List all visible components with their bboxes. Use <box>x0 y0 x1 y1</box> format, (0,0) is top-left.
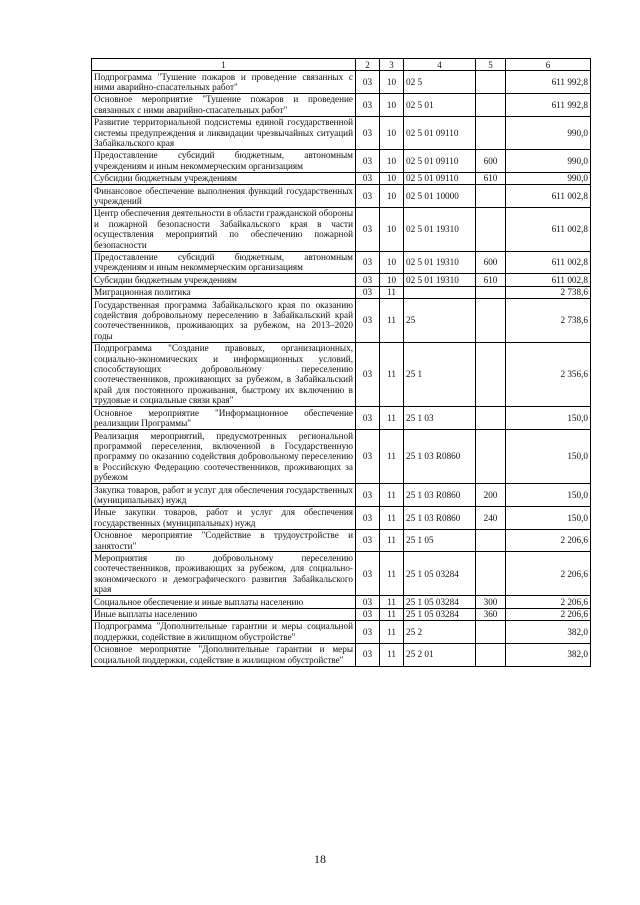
row-name-cell: Основное мероприятие "Тушение пожаров и проведение связанных с ними аварийно-спасательных работ" <box>92 93 356 116</box>
expense-type-cell: 240 <box>476 506 506 529</box>
table-row <box>92 620 591 643</box>
subsection-code-cell: 10 <box>380 149 404 172</box>
row-name-cell: Миграционная политика <box>92 286 356 298</box>
row-name-cell: Субсидии бюджетным учреждениям <box>92 172 356 184</box>
target-article-cell: 25 1 05 03284 <box>404 552 476 596</box>
table-row <box>92 172 591 184</box>
header-cell-4: 4 <box>404 59 476 71</box>
subsection-code-cell: 10 <box>380 207 404 251</box>
target-article-cell: 25 1 03 R0860 <box>404 484 476 507</box>
table-row <box>92 608 591 620</box>
target-article-cell: 02 5 <box>404 71 476 94</box>
row-name-cell: Основное мероприятие "Дополнительные гарантии и меры социальной поддержки, содействие в жилищном обустройстве" <box>92 643 356 666</box>
expense-type-cell <box>476 529 506 552</box>
row-name-cell: Основное мероприятие "Информационное обеспечение реализации Программы" <box>92 407 356 430</box>
subsection-code-cell: 11 <box>380 407 404 430</box>
header-cell-5: 5 <box>476 59 506 71</box>
section-code-cell: 03 <box>356 299 380 343</box>
amount-cell: 382,0 <box>506 643 591 666</box>
row-name-cell: Финансовое обеспечение выполнения функций государственных учреждений <box>92 185 356 208</box>
subsection-code-cell: 11 <box>380 299 404 343</box>
row-name-cell: Закупка товаров, работ и услуг для обеспечения государственных (муниципальных) нужд <box>92 484 356 507</box>
row-name-cell: Государственная программа Забайкальского края по оказанию содействия добровольному переселению в Забайкальский край соотечественников, проживающих за рубежом, на 2013–2020 годы <box>92 299 356 343</box>
target-article-cell: 25 1 03 R0860 <box>404 430 476 484</box>
expense-type-cell: 200 <box>476 484 506 507</box>
amount-cell: 2 206,6 <box>506 596 591 608</box>
row-name-cell: Подпрограмма "Дополнительные гарантии и меры социальной поддержки, содействие в жилищном обустройстве" <box>92 620 356 643</box>
amount-cell: 990,0 <box>506 149 591 172</box>
expense-type-cell <box>476 342 506 406</box>
section-code-cell: 03 <box>356 93 380 116</box>
section-code-cell: 03 <box>356 149 380 172</box>
row-name-cell: Развитие территориальной подсистемы единой государственной системы предупреждения и ликвидации чрезвычайных ситуаций Забайкальского края <box>92 116 356 149</box>
section-code-cell: 03 <box>356 643 380 666</box>
row-name-cell: Иные выплаты населению <box>92 608 356 620</box>
row-name-cell: Центр обеспечения деятельности в области гражданской обороны и пожарной безопасности Забайкальского края в части осуществления мероприятий по обеспечению пожарной безопасности <box>92 207 356 251</box>
subsection-code-cell: 10 <box>380 251 404 274</box>
target-article-cell: 25 1 05 03284 <box>404 596 476 608</box>
expense-type-cell <box>476 71 506 94</box>
section-code-cell: 03 <box>356 596 380 608</box>
section-code-cell: 03 <box>356 207 380 251</box>
subsection-code-cell: 11 <box>380 608 404 620</box>
amount-cell: 150,0 <box>506 430 591 484</box>
subsection-code-cell: 11 <box>380 643 404 666</box>
amount-cell: 611 992,8 <box>506 93 591 116</box>
target-article-cell: 02 5 01 10000 <box>404 185 476 208</box>
amount-cell: 611 002,8 <box>506 274 591 286</box>
expense-type-cell: 610 <box>476 172 506 184</box>
expense-type-cell <box>476 430 506 484</box>
section-code-cell: 03 <box>356 430 380 484</box>
subsection-code-cell: 10 <box>380 71 404 94</box>
amount-cell: 611 002,8 <box>506 185 591 208</box>
subsection-code-cell: 10 <box>380 116 404 149</box>
expense-type-cell <box>476 116 506 149</box>
table-row <box>92 299 591 343</box>
section-code-cell: 03 <box>356 116 380 149</box>
target-article-cell: 25 1 05 <box>404 529 476 552</box>
row-name-cell: Подпрограмма "Тушение пожаров и проведение связанных с ними аварийно-спасательных работ" <box>92 71 356 94</box>
table-row <box>92 430 591 484</box>
row-name-cell: Реализация мероприятий, предусмотренных региональной программой переселения, включенной в Государственную программу по оказанию содействия добровольному переселению в Российскую Федерацию соотечественников, проживающих за рубежом <box>92 430 356 484</box>
subsection-code-cell: 11 <box>380 529 404 552</box>
subsection-code-cell: 11 <box>380 552 404 596</box>
amount-cell: 382,0 <box>506 620 591 643</box>
section-code-cell: 03 <box>356 552 380 596</box>
table-row <box>92 552 591 596</box>
table-row <box>92 484 591 507</box>
target-article-cell: 25 2 01 <box>404 643 476 666</box>
row-name-cell: Социальное обеспечение и иные выплаты населению <box>92 596 356 608</box>
row-name-cell: Предоставление субсидий бюджетным, автономным учреждениям и иным некоммерческим организациям <box>92 149 356 172</box>
table-row <box>92 407 591 430</box>
expense-type-cell <box>476 185 506 208</box>
amount-cell: 611 002,8 <box>506 207 591 251</box>
amount-cell: 2 206,6 <box>506 529 591 552</box>
section-code-cell: 03 <box>356 529 380 552</box>
section-code-cell: 03 <box>356 286 380 298</box>
row-name-cell: Основное мероприятие "Содействие в трудоустройстве и занятости" <box>92 529 356 552</box>
section-code-cell: 03 <box>356 484 380 507</box>
budget-table-container <box>91 58 591 667</box>
table-row <box>92 342 591 406</box>
amount-cell: 150,0 <box>506 506 591 529</box>
section-code-cell: 03 <box>356 342 380 406</box>
target-article-cell: 25 1 05 03284 <box>404 608 476 620</box>
section-code-cell: 03 <box>356 71 380 94</box>
section-code-cell: 03 <box>356 251 380 274</box>
section-code-cell: 03 <box>356 620 380 643</box>
expense-type-cell: 600 <box>476 251 506 274</box>
header-cell-6: 6 <box>506 59 591 71</box>
subsection-code-cell: 11 <box>380 506 404 529</box>
subsection-code-cell: 11 <box>380 620 404 643</box>
target-article-cell: 02 5 01 19310 <box>404 251 476 274</box>
amount-cell: 2 738,6 <box>506 286 591 298</box>
row-name-cell: Иные закупки товаров, работ и услуг для обеспечения государственных (муниципальных) нужд <box>92 506 356 529</box>
table-row <box>92 116 591 149</box>
amount-cell: 2 206,6 <box>506 552 591 596</box>
amount-cell: 2 206,6 <box>506 608 591 620</box>
expense-type-cell: 360 <box>476 608 506 620</box>
subsection-code-cell: 10 <box>380 185 404 208</box>
header-row <box>92 59 591 71</box>
expense-type-cell <box>476 620 506 643</box>
budget-table <box>91 58 591 667</box>
page-number: 18 <box>314 852 326 866</box>
expense-type-cell <box>476 286 506 298</box>
target-article-cell: 25 1 03 <box>404 407 476 430</box>
target-article-cell <box>404 286 476 298</box>
amount-cell: 150,0 <box>506 407 591 430</box>
row-name-cell: Субсидии бюджетным учреждениям <box>92 274 356 286</box>
section-code-cell: 03 <box>356 274 380 286</box>
section-code-cell: 03 <box>356 407 380 430</box>
subsection-code-cell: 10 <box>380 93 404 116</box>
expense-type-cell <box>476 207 506 251</box>
section-code-cell: 03 <box>356 608 380 620</box>
target-article-cell: 25 2 <box>404 620 476 643</box>
row-name-cell: Подпрограмма "Создание правовых, организационных, социально-экономических и информационных условий, способствующих добровольному переселению соотечественников, проживающих за рубежом, в Забайкальский край для постоянного проживания, быстрому их включению в трудовые и социальные связи края" <box>92 342 356 406</box>
subsection-code-cell: 11 <box>380 484 404 507</box>
subsection-code-cell: 11 <box>380 596 404 608</box>
target-article-cell: 02 5 01 <box>404 93 476 116</box>
header-cell-3: 3 <box>380 59 404 71</box>
table-row <box>92 596 591 608</box>
table-row <box>92 643 591 666</box>
section-code-cell: 03 <box>356 506 380 529</box>
target-article-cell: 25 <box>404 299 476 343</box>
expense-type-cell: 600 <box>476 149 506 172</box>
amount-cell: 611 002,8 <box>506 251 591 274</box>
budget-table-body <box>92 59 591 667</box>
table-row <box>92 93 591 116</box>
target-article-cell: 02 5 01 19310 <box>404 274 476 286</box>
expense-type-cell <box>476 643 506 666</box>
row-name-cell: Предоставление субсидий бюджетным, автономным учреждениям и иным некоммерческим организациям <box>92 251 356 274</box>
amount-cell: 990,0 <box>506 172 591 184</box>
table-row <box>92 274 591 286</box>
expense-type-cell: 300 <box>476 596 506 608</box>
expense-type-cell: 610 <box>476 274 506 286</box>
subsection-code-cell: 11 <box>380 430 404 484</box>
header-cell-2: 2 <box>356 59 380 71</box>
table-row <box>92 506 591 529</box>
expense-type-cell <box>476 407 506 430</box>
row-name-cell: Мероприятия по добровольному переселению соотечественников, проживающих за рубежом, для социально-экономического и демографического развития Забайкальского края <box>92 552 356 596</box>
amount-cell: 2 738,6 <box>506 299 591 343</box>
table-row <box>92 185 591 208</box>
amount-cell: 611 992,8 <box>506 71 591 94</box>
subsection-code-cell: 10 <box>380 172 404 184</box>
table-row <box>92 251 591 274</box>
amount-cell: 150,0 <box>506 484 591 507</box>
subsection-code-cell: 11 <box>380 286 404 298</box>
section-code-cell: 03 <box>356 185 380 208</box>
amount-cell: 2 356,6 <box>506 342 591 406</box>
target-article-cell: 02 5 01 09110 <box>404 172 476 184</box>
target-article-cell: 02 5 01 09110 <box>404 116 476 149</box>
table-row <box>92 207 591 251</box>
table-row <box>92 149 591 172</box>
target-article-cell: 25 1 <box>404 342 476 406</box>
section-code-cell: 03 <box>356 172 380 184</box>
table-row <box>92 71 591 94</box>
table-row <box>92 286 591 298</box>
table-row <box>92 529 591 552</box>
expense-type-cell <box>476 552 506 596</box>
target-article-cell: 02 5 01 09110 <box>404 149 476 172</box>
subsection-code-cell: 11 <box>380 342 404 406</box>
expense-type-cell <box>476 299 506 343</box>
header-cell-1: 1 <box>92 59 356 71</box>
amount-cell: 990,0 <box>506 116 591 149</box>
expense-type-cell <box>476 93 506 116</box>
subsection-code-cell: 10 <box>380 274 404 286</box>
target-article-cell: 02 5 01 19310 <box>404 207 476 251</box>
target-article-cell: 25 1 03 R0860 <box>404 506 476 529</box>
